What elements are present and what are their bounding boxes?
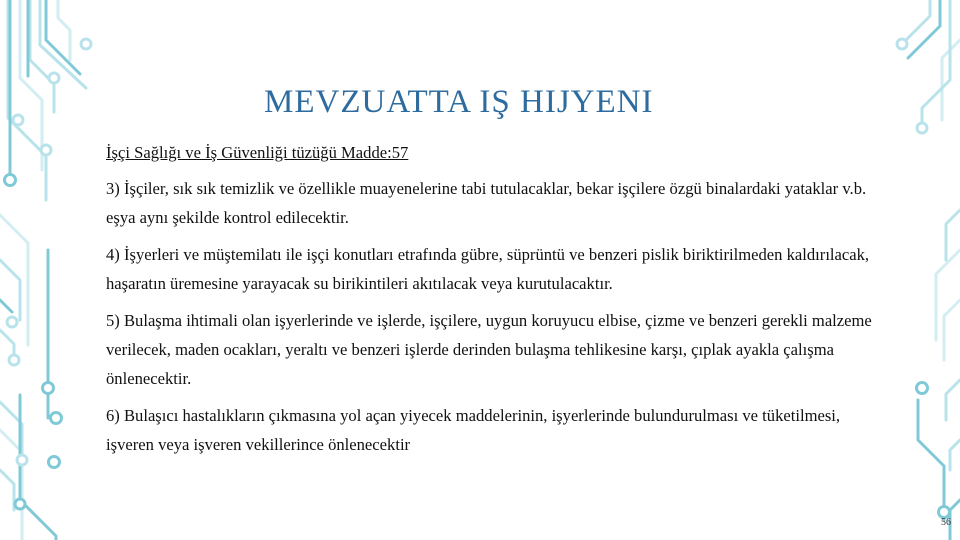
paragraph-3: 3) İşçiler, sık sık temizlik ve özellikle muayenelerine tabi tutulacaklar, bekar işçilere özgü binalardaki yataklar v.b. eşya aynı şekilde kontrol edilecektir.: [106, 179, 867, 227]
paragraph-6: 6) Bulaşıcı hastalıkların çıkmasına yol açan yiyecek maddelerinin, işyerlerinde bulundurulması ve tüketilmesi, işveren veya işveren vekillerince önlenecektir: [106, 406, 841, 454]
paragraph-5: 5) Bulaşma ihtimali olan işyerlerinde ve işlerde, işçilere, uygun koruyucu elbise, çizme ve benzeri gerekli malzeme verilecek, maden ocakları, yeraltı ve benzeri işlerde derinden bulaşma tehlikesine karşı, çıplak ayakla çalışma önlenecektir.: [106, 311, 872, 388]
paragraph-4: 4) İşyerleri ve müştemilatı ile işçi konutları etrafında gübre, süprüntü ve benzeri pislik biriktirilmeden kaldırılacak, haşaratın üremesine yarayacak su birikintileri akıtılacak veya kurutulacaktır.: [106, 245, 870, 293]
circuit-left: [0, 0, 91, 540]
article-heading: İşçi Sağlığı ve İş Güvenliği tüzüğü Madde:57: [106, 143, 409, 162]
page-number: 56: [941, 517, 951, 528]
slide-content: [106, 138, 876, 467]
circuit-right: [897, 0, 960, 540]
slide-title: MEVZUATTA IŞ HIJYENI: [264, 84, 654, 120]
